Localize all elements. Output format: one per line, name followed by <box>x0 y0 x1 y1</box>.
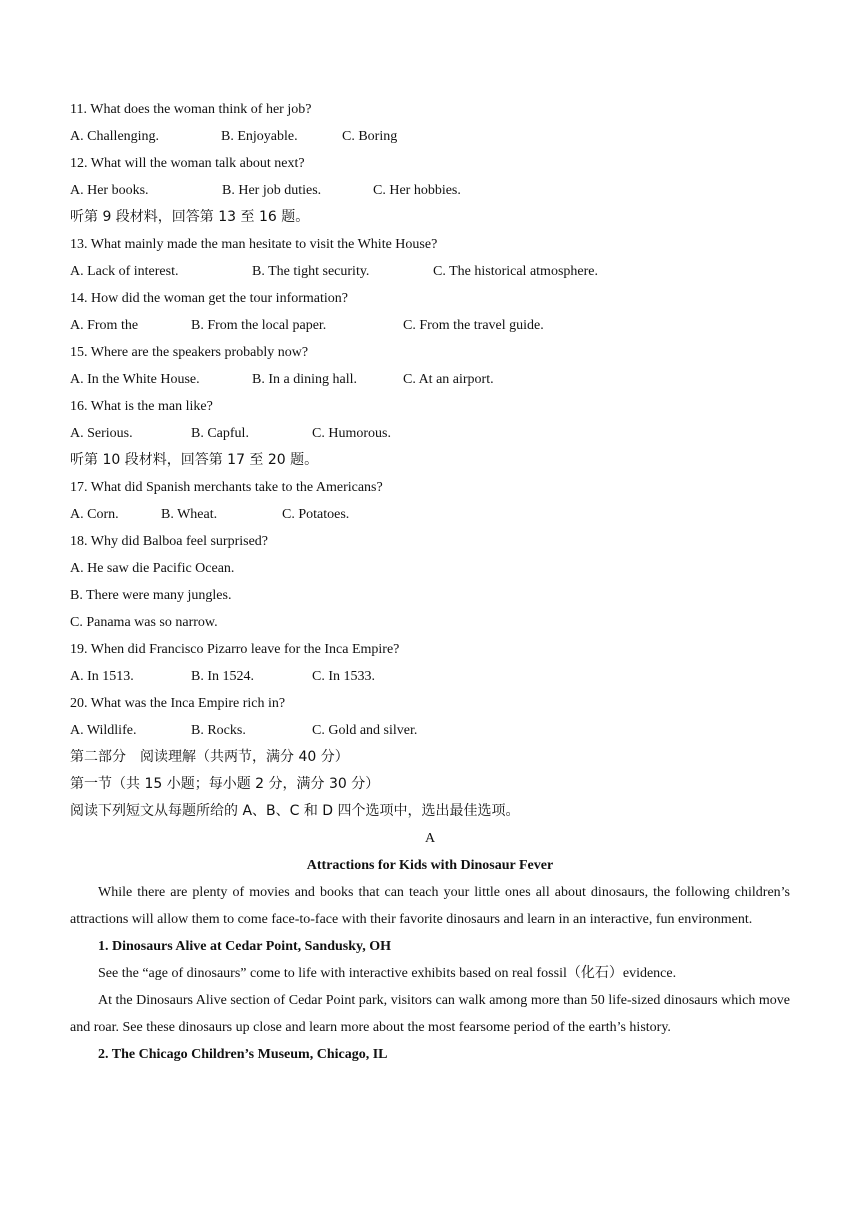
question-stem: 18. Why did Balboa feel surprised? <box>70 534 269 549</box>
option-a: A. Corn. <box>70 507 119 522</box>
question-stem: 12. What will the woman talk about next? <box>70 156 305 171</box>
option-a: A. In the White House. <box>70 372 200 387</box>
option-c: C. Humorous. <box>312 426 391 441</box>
option-c: C. In 1533. <box>312 669 375 684</box>
section-heading-9: 听第 9 段材料，回答第 13 至 16 题。 <box>70 209 310 225</box>
option-a: A. Her books. <box>70 183 149 198</box>
passage-intro: While there are plenty of movies and books that can teach your little ones all about dinosaurs, the following children’s attractions will allow them to come face-to-face with their favorite dinosaurs and learn in an interactive, fun environment. <box>70 885 790 927</box>
question-options <box>70 717 790 744</box>
question-stem: 20. What was the Inca Empire rich in? <box>70 696 286 711</box>
option-a: A. Serious. <box>70 426 133 441</box>
question-options <box>70 312 790 339</box>
option-a: A. He saw die Pacific Ocean. <box>70 561 235 576</box>
option-c: C. From the travel guide. <box>403 318 544 333</box>
question-stem: 17. What did Spanish merchants take to the Americans? <box>70 480 383 495</box>
option-b: B. Rocks. <box>191 723 246 738</box>
question-stem: 13. What mainly made the man hesitate to visit the White House? <box>70 237 438 252</box>
question-options <box>70 258 790 285</box>
option-b: B. There were many jungles. <box>70 588 232 603</box>
attraction-heading-1: 1. Dinosaurs Alive at Cedar Point, Sandusky, OH <box>98 939 392 954</box>
option-c: C. Her hobbies. <box>373 183 461 198</box>
option-c: C. Gold and silver. <box>312 723 418 738</box>
option-c: C. At an airport. <box>403 372 494 387</box>
question-stem: 16. What is the man like? <box>70 399 213 414</box>
question-stem: 11. What does the woman think of her job? <box>70 102 312 117</box>
question-options <box>70 663 790 690</box>
option-a: A. From the <box>70 318 139 333</box>
section-heading: 第一节（共 15 小题；每小题 2 分，满分 30 分） <box>70 776 380 792</box>
option-c: C. Panama was so narrow. <box>70 615 218 630</box>
option-b: B. Her job duties. <box>222 183 322 198</box>
option-a: A. In 1513. <box>70 669 134 684</box>
question-stem: 14. How did the woman get the tour information? <box>70 291 348 306</box>
option-b: B. In a dining hall. <box>252 372 357 387</box>
attraction-1-para-2: At the Dinosaurs Alive section of Cedar Point park, visitors can walk among more than 50 life-sized dinosaurs which move and roar. See these dinosaurs up close and learn more about the most fearsome period of the earth’s history. <box>70 993 790 1035</box>
option-b: B. Capful. <box>191 426 249 441</box>
option-b: B. The tight security. <box>252 264 370 279</box>
passage-title: Attractions for Kids with Dinosaur Fever <box>306 858 554 873</box>
option-b: B. From the local paper. <box>191 318 327 333</box>
exam-page <box>70 96 790 1068</box>
option-c: C. Boring <box>342 129 398 144</box>
question-stem: 19. When did Francisco Pizarro leave for the Inca Empire? <box>70 642 400 657</box>
option-a: A. Lack of interest. <box>70 264 179 279</box>
attraction-1-para-1: See the “age of dinosaurs” come to life with interactive exhibits based on real fossil（化石）evidence. <box>98 966 677 981</box>
question-options <box>70 501 790 528</box>
question-stem: 15. Where are the speakers probably now? <box>70 345 309 360</box>
question-options <box>70 420 790 447</box>
section-heading-10: 听第 10 段材料，回答第 17 至 20 题。 <box>70 452 319 468</box>
option-c: C. Potatoes. <box>282 507 350 522</box>
option-a: A. Wildlife. <box>70 723 137 738</box>
instruction-text: 阅读下列短文从每题所给的 A、B、C 和 D 四个选项中，选出最佳选项。 <box>70 803 520 819</box>
passage-letter: A <box>424 831 436 846</box>
option-c: C. The historical atmosphere. <box>433 264 598 279</box>
option-b: B. In 1524. <box>191 669 254 684</box>
question-options <box>70 123 790 150</box>
question-options <box>70 177 790 204</box>
option-a: A. Challenging. <box>70 129 160 144</box>
question-options <box>70 366 790 393</box>
option-b: B. Enjoyable. <box>221 129 298 144</box>
attraction-heading-2: 2. The Chicago Children’s Museum, Chicago, IL <box>98 1047 388 1062</box>
option-b: B. Wheat. <box>161 507 218 522</box>
part-heading: 第二部分 阅读理解（共两节，满分 40 分） <box>70 749 349 765</box>
